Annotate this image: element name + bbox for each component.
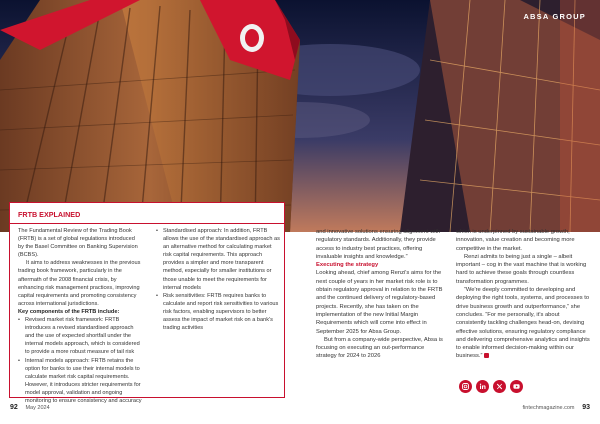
frtb-bullet: • Risk sensitivities: FRTB requires banks to calculate and report risk sensitivities to various risk factors, enabling supervisors to better assess the impact of market risk on a bank's trading activities xyxy=(156,292,280,332)
article-column-3 xyxy=(316,228,444,361)
article-paragraph-text: “We're deeply committed to developing and deploying the right tools, systems, and processes to drive business growth and outperformance,” she concludes. “For me personally, it's about consistently tackling challenges head-on, devising effective solutions, ensuring regulatory compliance and delivering comprehensive analytics and insights to enable informed decision-making within our business.” xyxy=(456,287,590,360)
article-paragraph: which is underpinned by sustainable growth, innovation, value creation and becoming more competitive in the market. xyxy=(456,229,575,252)
issue-date: May 2024 xyxy=(25,405,50,411)
article-paragraph xyxy=(456,286,590,361)
frtb-bullet: • Internal models approach: FRTB retains the option for banks to use their internal models to calculate market risk capital requirements. However, it introduces stricter requirements for model approval, validation and ongoing monitoring to ensure consistency and accuracy xyxy=(18,357,142,406)
article-column-4 xyxy=(456,228,590,361)
youtube-icon[interactable] xyxy=(510,380,523,393)
linkedin-icon[interactable] xyxy=(476,380,489,393)
article-paragraph: Looking ahead, chief among Renzi's aims for the next couple of years in her market risk role is to obtain regulatory approval in relation to the FRTB and the continued delivery of regulatory-based projects. Recently, she has taken on the implementation of the new Initial Margin Requirements which will come into effect in September 2025 for Absa Group. xyxy=(316,270,443,335)
end-of-article-icon xyxy=(484,353,489,358)
frtb-bullet: • Revised market risk framework: FRTB introduces a revised standardised approach and the use of expected shortfall under the internal models approach, which is considered to provide a more robust measure of tail risk xyxy=(18,316,142,356)
article-paragraph: But from a company-wide perspective, Absa is focusing on executing an out-performance strategy for 2024 to 2026 xyxy=(316,336,443,360)
page-number-right: 93 xyxy=(582,404,590,411)
article-paragraph: Renzi admits to being just a single – albeit important – cog in the vast machine that is working hard to achieve these goals through countless transformation programmes. xyxy=(456,253,587,285)
page-number-left: 92 xyxy=(10,404,18,411)
footer-right xyxy=(523,404,590,411)
section-heading: Executing the strategy xyxy=(316,262,379,269)
frtb-column-1 xyxy=(18,227,142,405)
frtb-intro-2: It aims to address weaknesses in the previous trading book framework, particularly in the aftermath of the 2008 financial crisis, by enhancing risk management practices, improving capital requirements and promoting consistency across international jurisdictions. xyxy=(18,260,141,307)
instagram-icon[interactable] xyxy=(459,380,472,393)
frtb-column-2 xyxy=(156,227,280,332)
frtb-divider xyxy=(10,223,284,224)
frtb-title: FRTB EXPLAINED xyxy=(18,210,81,219)
social-links xyxy=(459,380,523,393)
frtb-sidebar-box xyxy=(9,202,285,404)
frtb-bullets-1 xyxy=(18,316,142,405)
frtb-components-heading: Key components of the FRTB include: xyxy=(18,308,120,315)
article-paragraph: and innovative solutions ensuring alignment with regulatory standards. Additionally, they provide access to industry best practices, offering invaluable insights and knowledge.” xyxy=(316,229,441,260)
x-icon[interactable] xyxy=(493,380,506,393)
frtb-intro-1: The Fundamental Review of the Trading Book (FRTB) is a set of global regulations introduced by the Basel Committee on Banking Supervision (BCBS). xyxy=(18,228,138,259)
site-link[interactable]: fintechmagazine.com xyxy=(522,405,575,411)
brand-header: ABSA GROUP xyxy=(523,12,586,21)
frtb-bullet: • Standardised approach: In addition, FRTB allows the use of the standardised approach as an alternative method for calculating market risk capital requirements. This approach provides a simpler and more transparent method, especially for smaller institutions or those unable to meet the requirements for internal models xyxy=(156,227,280,292)
footer-left xyxy=(10,404,50,411)
frtb-bullets-2 xyxy=(156,227,280,332)
